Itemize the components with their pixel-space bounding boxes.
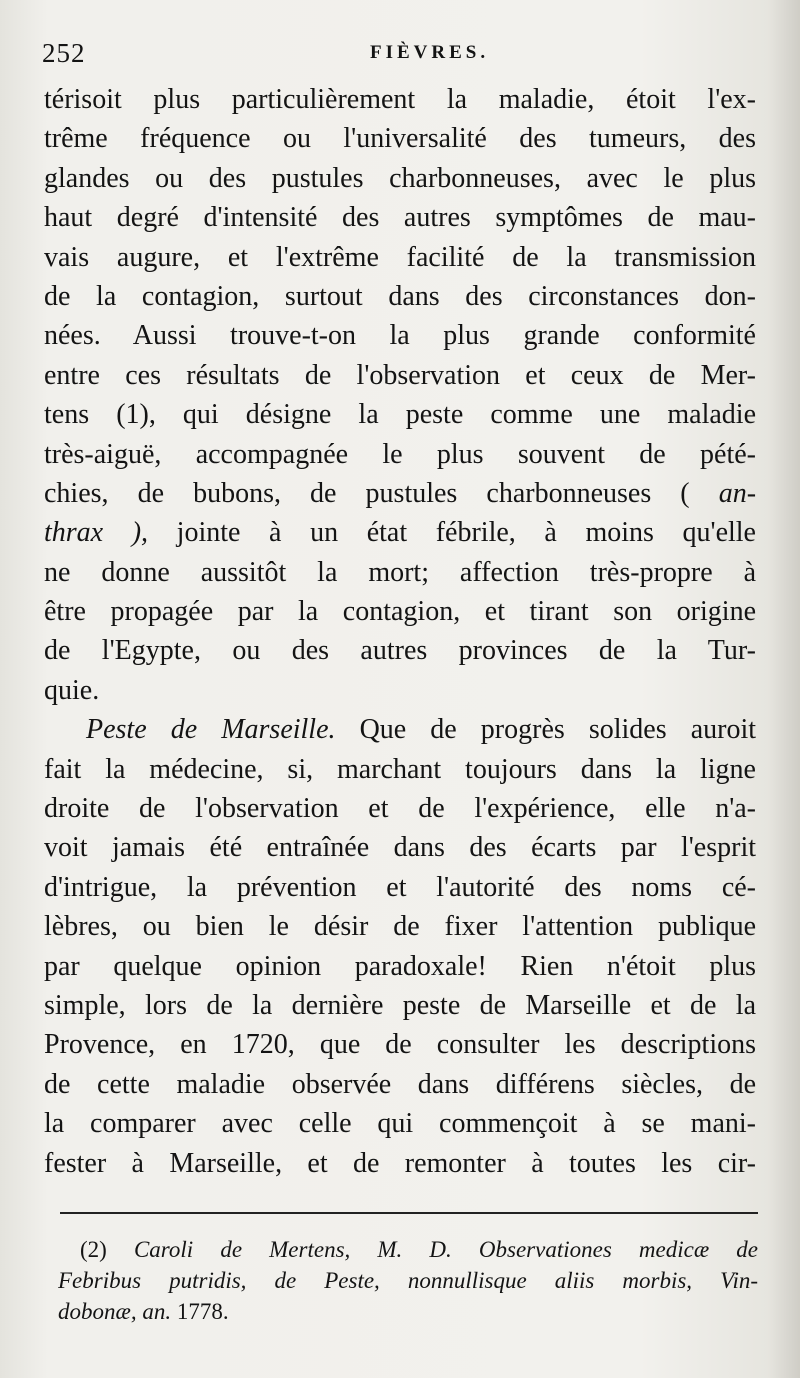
text-line: tens (1), qui désigne la peste comme une maladie (44, 399, 756, 431)
text-segment: chies, de bubons, de pustules charbonneuses ( (44, 477, 690, 509)
text-line: simple, lors de la dernière peste de Marseille et de la (44, 989, 756, 1021)
text-line: glandes ou des pustules charbonneuses, avec le plus (44, 162, 756, 194)
footnote (58, 1234, 758, 1327)
footnote-year: 1778. (171, 1299, 229, 1324)
footnote-citation: Febribus putridis, de Peste, nonnullisque aliis morbis, Vin- (58, 1268, 758, 1293)
page-number: 252 (42, 38, 86, 68)
text-segment: Que de progrès solides auroit (335, 714, 756, 746)
text-line (44, 513, 756, 552)
page-header (42, 38, 762, 78)
text-line: voit jamais été entraînée dans des écarts par l'esprit (44, 832, 756, 864)
text-line: d'intrigue, la prévention et l'autorité des noms cé- (44, 871, 756, 903)
text-line: ne donne aussitôt la mort; affection très-propre à (44, 556, 756, 588)
text-line: de l'Egypte, ou des autres provinces de la Tur- (44, 635, 756, 667)
text-line: la comparer avec celle qui commençoit à se mani- (44, 1108, 756, 1140)
footnote-citation: Caroli de Mertens, M. D. Observationes medicæ de (133, 1237, 758, 1262)
text-line: être propagée par la contagion, et tirant son origine (44, 596, 756, 628)
text-line: fait la médecine, si, marchant toujours dans la ligne (44, 753, 756, 785)
text-line: entre ces résultats de l'observation et ceux de Mer- (44, 359, 756, 391)
text-line: droite de l'observation et de l'expérience, elle n'a- (44, 793, 756, 825)
text-line: quie. (44, 674, 100, 706)
text-line: haut degré d'intensité des autres symptômes de mau- (44, 202, 756, 234)
footnote-citation: dobonæ, an. (58, 1299, 172, 1324)
text-line: Provence, en 1720, que de consulter les descriptions (44, 1029, 756, 1061)
italic-segment: thrax ), (44, 517, 149, 549)
text-line: de la contagion, surtout dans des circonstances don- (44, 280, 756, 312)
text-line: trême fréquence ou l'universalité des tumeurs, des (44, 123, 756, 155)
footnote-divider (60, 1212, 758, 1214)
footnote-marker: (2) (80, 1237, 107, 1262)
body-text (44, 80, 756, 1183)
text-line: nées. Aussi trouve-t-on la plus grande conformité (44, 320, 756, 352)
text-line: de cette maladie observée dans différens siècles, de (44, 1068, 756, 1100)
section-heading-line (44, 710, 756, 749)
text-line: par quelque opinion paradoxale! Rien n'étoit plus (44, 950, 756, 982)
text-line: très-aiguë, accompagnée le plus souvent de pété- (44, 438, 756, 470)
text-line: lèbres, ou bien le désir de fixer l'attention publique (44, 911, 756, 943)
text-line: térisoit plus particulièrement la maladie, étoit l'ex- (44, 84, 756, 115)
footnote-line (58, 1234, 758, 1265)
footnote-line (58, 1265, 758, 1296)
text-line: fester à Marseille, et de remonter à toutes les cir- (44, 1147, 756, 1179)
italic-segment: an- (718, 477, 756, 509)
footnote-line (58, 1296, 758, 1327)
section-heading: Peste de Marseille. (86, 714, 336, 746)
running-title: FIÈVRES. (370, 42, 490, 63)
text-segment: jointe à un état fébrile, à moins qu'elle (148, 517, 756, 549)
text-line (44, 474, 756, 513)
text-line: vais augure, et l'extrême facilité de la transmission (44, 241, 756, 273)
